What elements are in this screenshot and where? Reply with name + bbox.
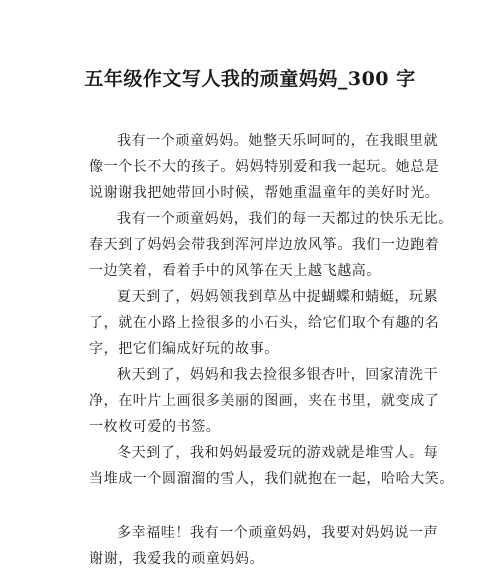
paragraph-line: 说谢谢我把她带回小时候，帮她重温童年的美好时光。 [89, 185, 440, 201]
paragraph-1 [89, 128, 440, 206]
paragraph-line: 一枚枚可爱的书签。 [89, 419, 221, 435]
paragraph-line: 像一个长不大的孩子。妈妈特别爱和我一起玩。她总是 [89, 159, 440, 175]
paragraph-line: 我有一个顽童妈妈。她整天乐呵呵的，在我眼里就 [117, 133, 439, 149]
paragraph-line: 冬天到了，我和妈妈最爱玩的游戏就是堆雪人。每 [117, 445, 439, 461]
paragraph-line: 了，就在小路上捡很多的小石头，给它们取个有趣的名 [89, 315, 440, 331]
paragraph-line: 春天到了妈妈会带我到浑河岸边放风筝。我们一边跑着 [89, 237, 440, 253]
paragraph-line: 我有一个顽童妈妈，我们的每一天都过的快乐无比。 [117, 211, 453, 227]
paragraph-line: 字，把它们编成好玩的故事。 [89, 341, 279, 357]
paragraph-line: 多幸福哇！我有一个顽童妈妈，我要对妈妈说一声 [117, 525, 439, 541]
paragraph-line: 夏天到了，妈妈领我到草丛中捉蝴蝶和蜻蜓，玩累 [117, 289, 439, 305]
paragraph-line: 净，在叶片上画很多美丽的图画，夹在书里，就变成了 [89, 393, 440, 409]
article-title: 五年级作文写人我的顽童妈妈_300 字 [84, 68, 416, 90]
paragraph-3 [89, 284, 440, 362]
paragraph-4 [89, 362, 440, 440]
paragraph-line: 当堆成一个圆溜溜的雪人，我们就抱在一起，哈哈大笑。 [89, 471, 454, 487]
paragraph-line: 一边笑着，看着手中的风筝在天上越飞越高。 [89, 263, 381, 279]
paragraph-6 [89, 520, 439, 572]
paragraph-line: 秋天到了，妈妈和我去捡很多银杏叶，回家清洗干 [117, 367, 439, 383]
paragraph-5 [89, 440, 454, 492]
paragraph-2 [89, 206, 453, 284]
paragraph-line: 谢谢，我爱我的顽童妈妈。 [89, 551, 265, 567]
